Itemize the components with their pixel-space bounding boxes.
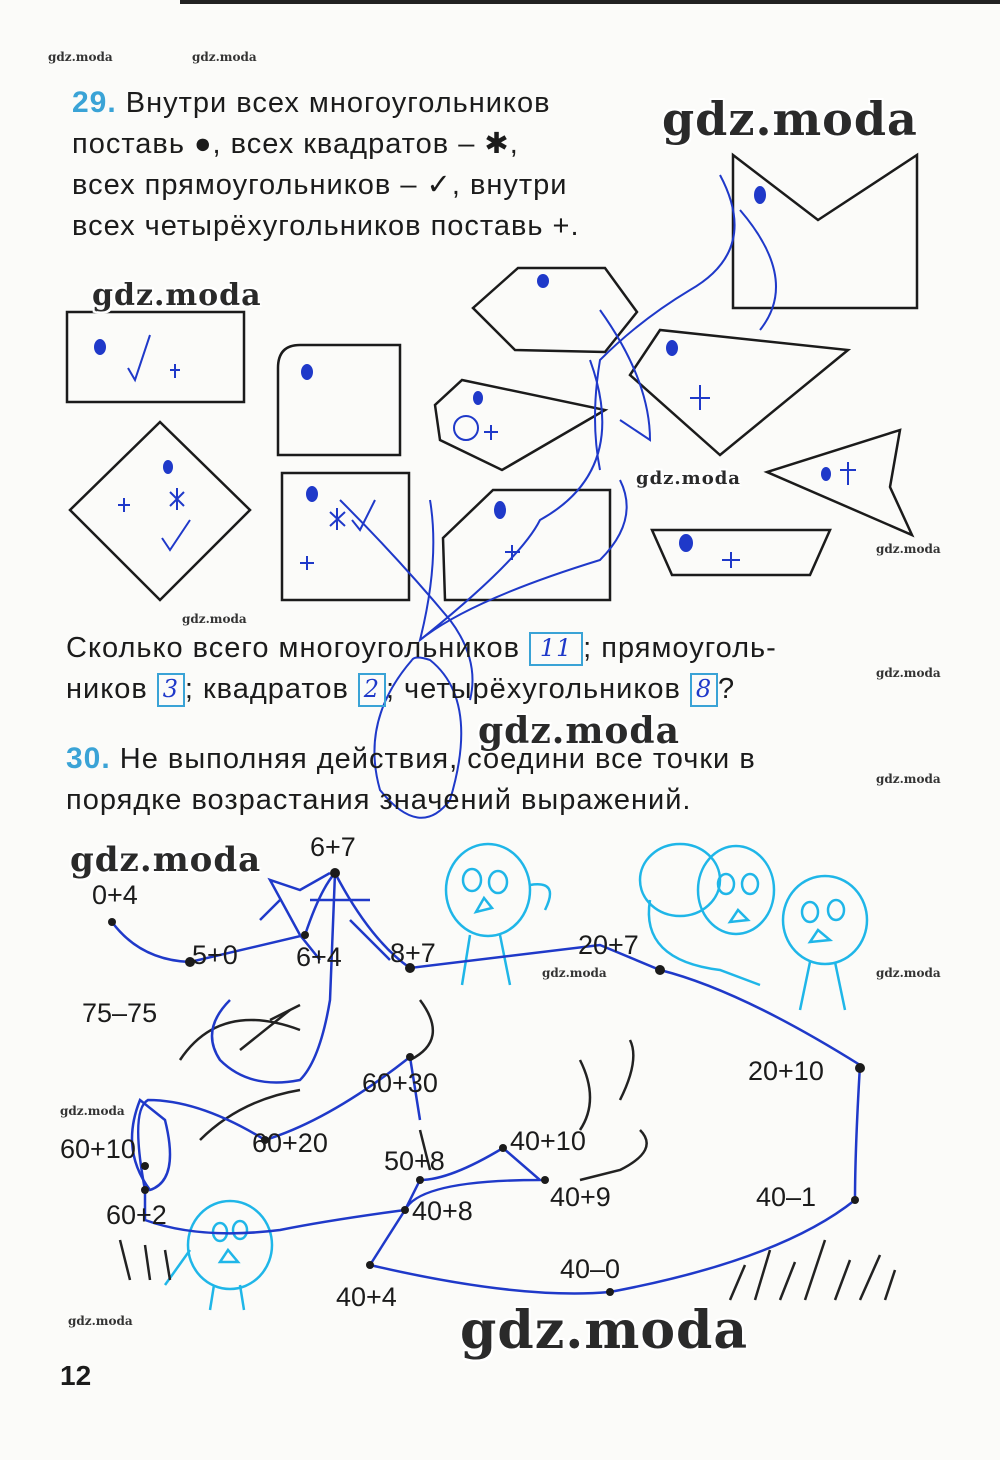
watermark-big: gdz.moda xyxy=(70,840,262,880)
answer-box-squares[interactable]: 2 xyxy=(358,673,386,707)
watermark-big: gdz.moda xyxy=(92,278,262,313)
watermark-small: gdz.moda xyxy=(192,50,257,64)
expr-9: 60+10 xyxy=(60,1134,136,1164)
watermark-big: gdz.moda xyxy=(636,468,741,489)
task29-line-2: поставь ●, всех квадратов – ✱, xyxy=(72,128,519,160)
task29-line-3: всех прямоугольников – ✓, внутри xyxy=(72,169,568,201)
watermark-big: gdz.moda xyxy=(662,92,918,146)
expr-5: 20+7 xyxy=(578,930,639,960)
expr-1: 6+7 xyxy=(310,832,356,862)
task30-text: 30. Не выполняя действия, соедини все точки в порядке возрастания значений выражений. xyxy=(66,742,756,816)
watermark-small: gdz.moda xyxy=(542,966,607,980)
expr-2: 5+0 xyxy=(192,940,238,970)
expr-13: 40+9 xyxy=(550,1182,611,1212)
watermark-small: gdz.moda xyxy=(68,1314,133,1328)
expr-8: 20+10 xyxy=(748,1056,824,1086)
expr-12: 40+10 xyxy=(510,1126,586,1156)
expr-17: 40–0 xyxy=(560,1254,621,1284)
expr-15: 60+2 xyxy=(106,1200,167,1230)
task29-question: Сколько всего многоугольников 11 ; прямоуголь- ников 3 ; квадратов 2 ; четырёхугольников 8 ? xyxy=(66,628,906,710)
expr-3: 6+4 xyxy=(296,942,342,972)
expr-18: 40+4 xyxy=(336,1282,397,1312)
task29-number: 29. xyxy=(72,86,117,119)
expr-4: 8+7 xyxy=(390,938,436,968)
expr-6: 75–75 xyxy=(82,998,158,1028)
watermark-small: gdz.moda xyxy=(876,666,941,680)
expr-11: 50+8 xyxy=(384,1146,445,1176)
page-number: 12 xyxy=(60,1360,92,1391)
watermark-small: gdz.moda xyxy=(876,772,941,786)
watermark-big: gdz.moda xyxy=(478,710,680,752)
watermark-small: gdz.moda xyxy=(60,1104,125,1118)
task29-line-4: всех четырёхугольников поставь +. xyxy=(72,210,580,242)
expr-0: 0+4 xyxy=(92,880,138,910)
expr-16: 40+8 xyxy=(412,1196,473,1226)
watermark-big: gdz.moda xyxy=(460,1300,749,1361)
answer-box-rectangles[interactable]: 3 xyxy=(157,673,185,707)
answer-box-polygons[interactable]: 11 xyxy=(529,632,583,666)
expr-10: 60+20 xyxy=(252,1128,328,1158)
watermark-small: gdz.moda xyxy=(876,966,941,980)
task30-number: 30. xyxy=(66,742,111,775)
watermark-small: gdz.moda xyxy=(48,50,113,64)
watermark-small: gdz.moda xyxy=(182,612,247,626)
watermark-small: gdz.moda xyxy=(876,542,941,556)
expr-14: 40–1 xyxy=(756,1182,817,1212)
answer-box-quadrilaterals[interactable]: 8 xyxy=(690,673,718,707)
task29-line-1: 29. Внутри всех многоугольников xyxy=(72,86,551,119)
expr-7: 60+30 xyxy=(362,1068,438,1098)
